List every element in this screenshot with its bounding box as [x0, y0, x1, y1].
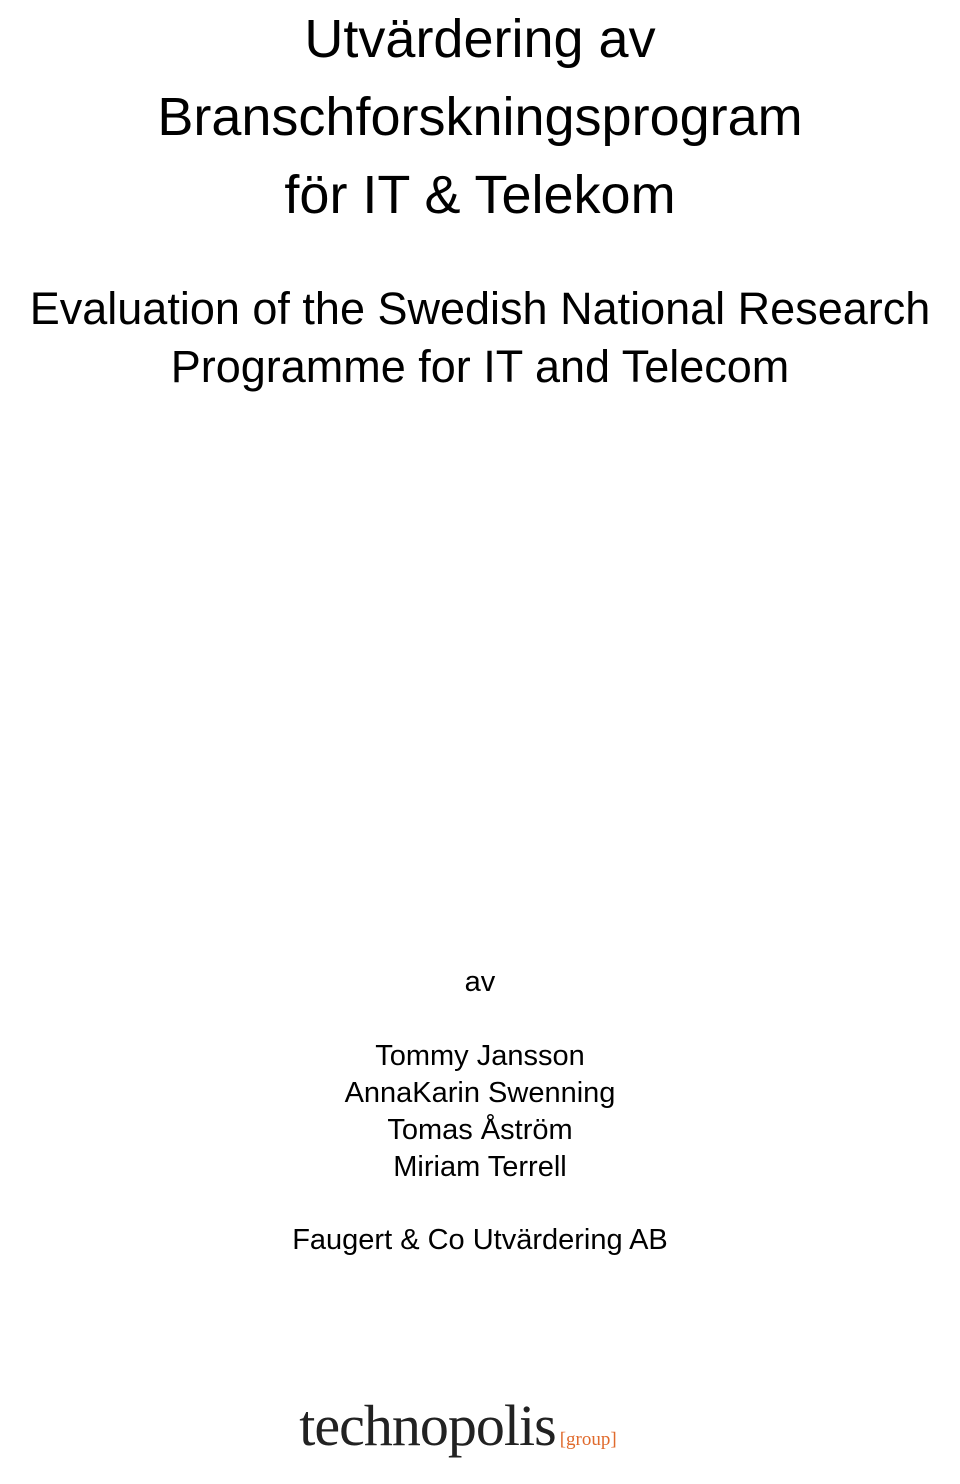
swedish-title-line: Branschforskningsprogram — [157, 87, 803, 147]
english-title-line: Evaluation of the Swedish National Research — [29, 283, 931, 334]
author-name: Miriam Terrell — [393, 1151, 567, 1183]
author-list — [0, 1038, 960, 1186]
swedish-title-line: Utvärdering av — [304, 9, 656, 69]
technopolis-logo — [0, 1392, 960, 1459]
logo-group-tag: [group] — [559, 1429, 617, 1450]
by-word: av — [464, 966, 496, 998]
swedish-title-line: för IT & Telekom — [284, 165, 676, 225]
author-name: AnnaKarin Swenning — [344, 1077, 616, 1109]
english-title — [0, 280, 960, 396]
english-title-line: Programme for IT and Telecom — [170, 341, 790, 392]
organization-name: Faugert & Co Utvärdering AB — [292, 1224, 668, 1256]
author-name: Tommy Jansson — [375, 1040, 585, 1072]
swedish-title — [0, 0, 960, 234]
author-name: Tomas Åström — [387, 1114, 573, 1146]
logo-wordmark: technopolis — [299, 1393, 556, 1458]
